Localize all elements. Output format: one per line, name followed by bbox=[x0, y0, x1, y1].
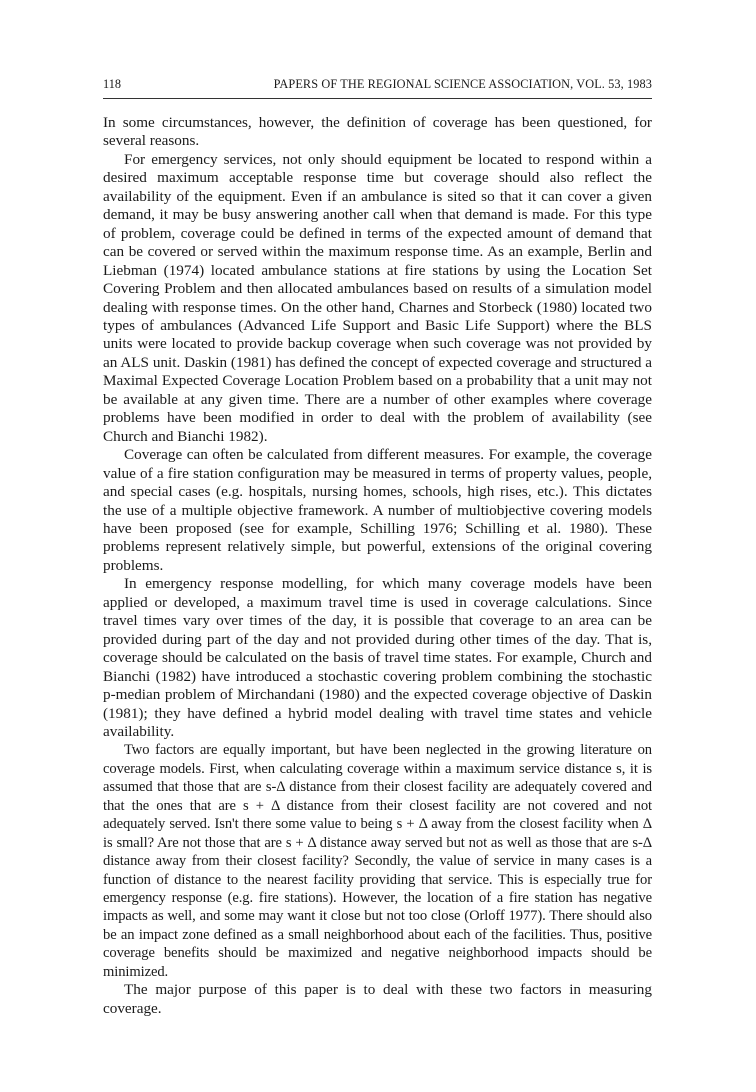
body-text bbox=[103, 114, 652, 1018]
paragraph-6: The major purpose of this paper is to deal with these two factors in measuring coverage. bbox=[103, 981, 652, 1017]
page-header bbox=[103, 74, 652, 99]
running-head: PAPERS OF THE REGIONAL SCIENCE ASSOCIATION, VOL. 53, 1983 bbox=[273, 77, 652, 91]
paragraph-1: In some circumstances, however, the definition of coverage has been questioned, for several reasons. bbox=[103, 114, 652, 150]
paragraph-3: Coverage can often be calculated from different measures. For example, the coverage value of a fire station configuration may be measured in terms of property values, people, and special cases (e.g. hospitals, nursing homes, schools, high rises, etc.). This dictates the use of a multiple objective framework. A number of multiobjective covering models have been proposed (see for example, Schilling 1976; Schilling et al. 1980). These problems represent relatively simple, but powerful, extensions of the original covering problems. bbox=[103, 446, 652, 574]
paragraph-4: In emergency response modelling, for which many coverage models have been applied or developed, a maximum travel time is used in coverage calculations. Since travel times vary over times of the day, it is possible that coverage to an area can be provided during part of the day and not provided during other times of the day. That is, coverage should be calculated on the basis of travel time states. For example, Church and Bianchi (1982) have introduced a stochastic covering problem combining the stochastic p-median problem of Mirchandani (1980) and the expected coverage objective of Daskin (1981); they have defined a hybrid model dealing with travel time states and vehicle availability. bbox=[103, 575, 652, 740]
page-number: 118 bbox=[103, 77, 121, 91]
paragraph-2: For emergency services, not only should equipment be located to respond within a desired maximum acceptable response time but coverage should also reflect the availability of the equipment. Even if an ambulance is sited so that it can cover a given demand, it may be busy answering another call when that demand is made. For this type of problem, coverage could be defined in terms of the expected amount of demand that can be covered or served within the maximum response time. As an example, Berlin and Liebman (1974) located ambulance stations at fire stations by using the Location Set Covering Problem and then allocated ambulances based on results of a simulation model dealing with response times. On the other hand, Charnes and Storbeck (1980) located two types of ambulances (Advanced Life Support and Basic Life Support) where the BLS units were located to provide backup coverage when such coverage was not provided by an ALS unit. Daskin (1981) has defined the concept of expected coverage and structured a Maximal Expected Coverage Location Problem based on a probability that a unit may not be available at any given time. There are a number of other examples where coverage problems have been modified in order to deal with the problem of availability (see Church and Bianchi 1982). bbox=[103, 150, 652, 445]
paragraph-5: Two factors are equally important, but have been neglected in the growing literature on coverage models. First, when calculating coverage within a maximum service distance s, it is assumed that those that are s-Δ distance from their closest facility are adequately covered and that the ones that are s + Δ distance from their closest facility are not covered and not adequately served. Isn't there some value to being s + Δ away from the closest facility when Δ is small? Are not those that are s + Δ distance away served but not as well as those that are s-Δ distance away from their closest facility? Secondly, the value of service in many cases is a function of distance to the nearest facility providing that service. This is especially true for emergency response (e.g. fire stations). However, the location of a fire station has negative impacts as well, and some may want it close but not too close (Orloff 1977). There should also be an impact zone defined as a small neighborhood about each of the facilities. Thus, positive coverage benefits should be maximized and negative neighborhood impacts should be minimized. bbox=[103, 742, 652, 980]
